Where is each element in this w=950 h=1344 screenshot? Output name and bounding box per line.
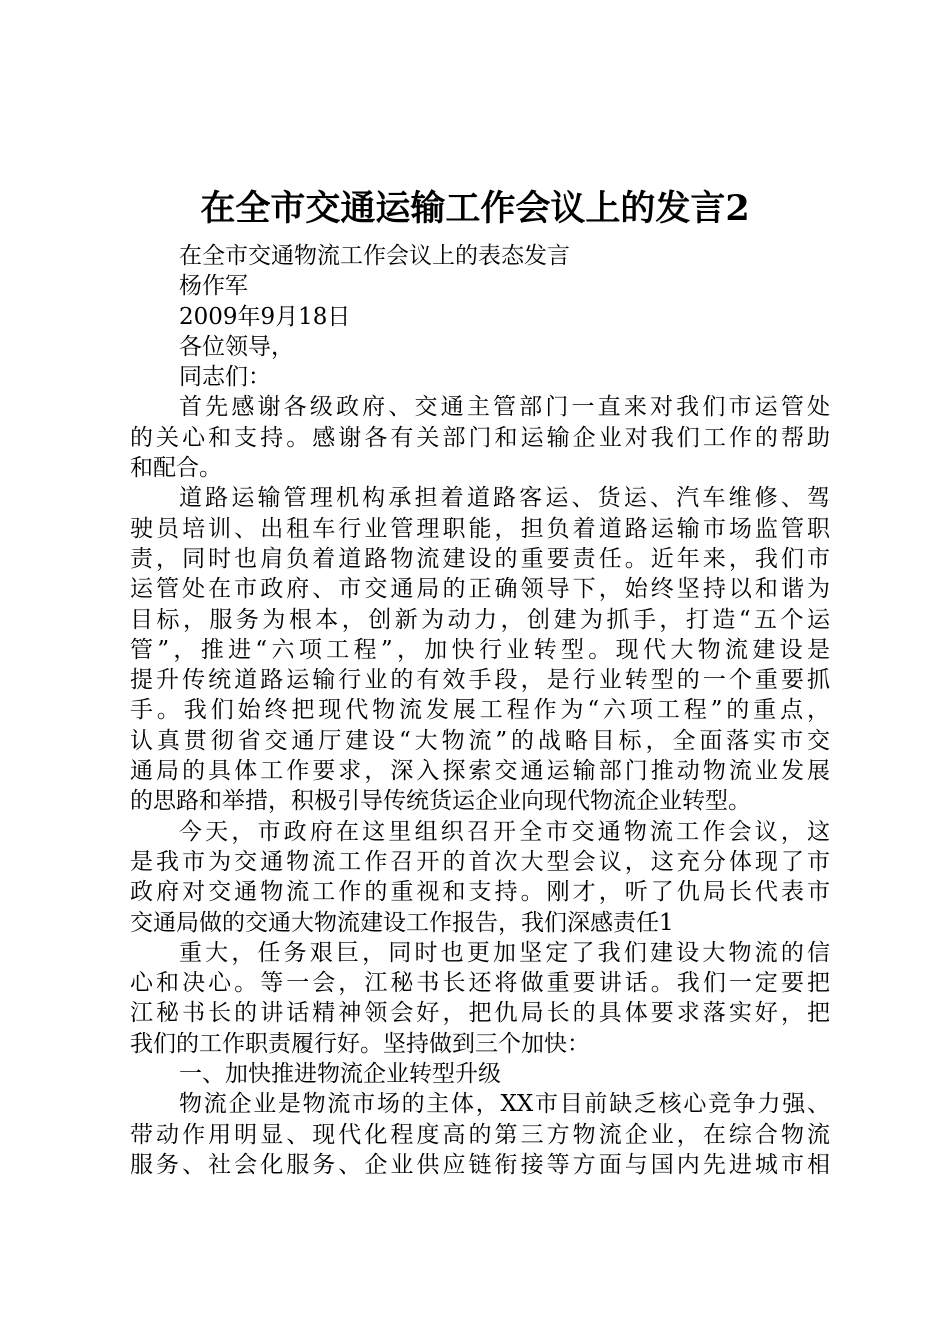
body-line: 各位领导， [179,333,294,360]
body-line: 责，同时也肩负着道路物流建设的重要责任。近年来，我们市 [130,545,830,572]
document-title: 在全市交通运输工作会议上的发言2 [200,188,750,229]
body-line: 交通局做的交通大物流建设工作报告，我们深感责任1 [130,909,674,936]
body-line: 一、加快推进物流企业转型升级 [179,1061,501,1088]
body-line: 重大，任务艰巨，同时也更加坚定了我们建设大物流的信 [179,939,830,966]
body-line: 的关心和支持。感谢各有关部门和运输企业对我们工作的帮助 [130,424,830,451]
body-line: 运管处在市政府、市交通局的正确领导下，始终坚持以和谐为 [130,576,830,603]
body-line: 驶员培训、出租车行业管理职能，担负着道路运输市场监管职 [130,515,830,542]
body-line: 我们的工作职责履行好。坚持做到三个加快： [130,1030,590,1057]
body-line: 和配合。 [130,455,222,482]
body-line: 带动作用明显、现代化程度高的第三方物流企业，在综合物流 [130,1121,830,1148]
body-line: 的思路和举措，积极引导传统货运企业向现代物流企业转型。 [130,788,751,815]
body-line: 道路运输管理机构承担着道路客运、货运、汽车维修、驾 [179,485,830,512]
body-line: 通局的具体工作要求，深入探索交通运输部门推动物流业发展 [130,758,830,785]
body-line: 政府对交通物流工作的重视和支持。刚才，听了仇局长代表市 [130,879,830,906]
body-line: 今天，市政府在这里组织召开全市交通物流工作会议，这 [179,818,830,845]
document-body [130,241,830,1180]
body-line: 江秘书长的讲话精神领会好，把仇局长的具体要求落实好，把 [130,1000,830,1027]
body-line: 同志们： [179,364,271,391]
body-line: 服务、社会化服务、企业供应链衔接等方面与国内先进城市相 [130,1151,830,1178]
body-line: 物流企业是物流市场的主体，XX市目前缺乏核心竞争力强、 [179,1091,830,1118]
body-line: 首先感谢各级政府、交通主管部门一直来对我们市运管处 [179,394,830,421]
body-line: 2009年9月18日 [179,303,351,330]
body-line: 管”，推进“六项工程”，加快行业转型。现代大物流建设是 [130,636,830,663]
body-line: 目标，服务为根本，创新为动力，创建为抓手，打造“五个运 [130,606,830,633]
body-line: 提升传统道路运输行业的有效手段，是行业转型的一个重要抓 [130,667,830,694]
body-line: 认真贯彻省交通厅建设“大物流”的战略目标，全面落实市交 [130,727,830,754]
body-line: 手。我们始终把现代物流发展工程作为“六项工程”的重点， [130,697,830,724]
body-line: 是我市为交通物流工作召开的首次大型会议，这充分体现了市 [130,848,830,875]
body-line: 心和决心。等一会，江秘书长还将做重要讲话。我们一定要把 [130,970,830,997]
body-line: 杨作军 [179,273,248,300]
body-line: 在全市交通物流工作会议上的表态发言 [179,243,570,269]
